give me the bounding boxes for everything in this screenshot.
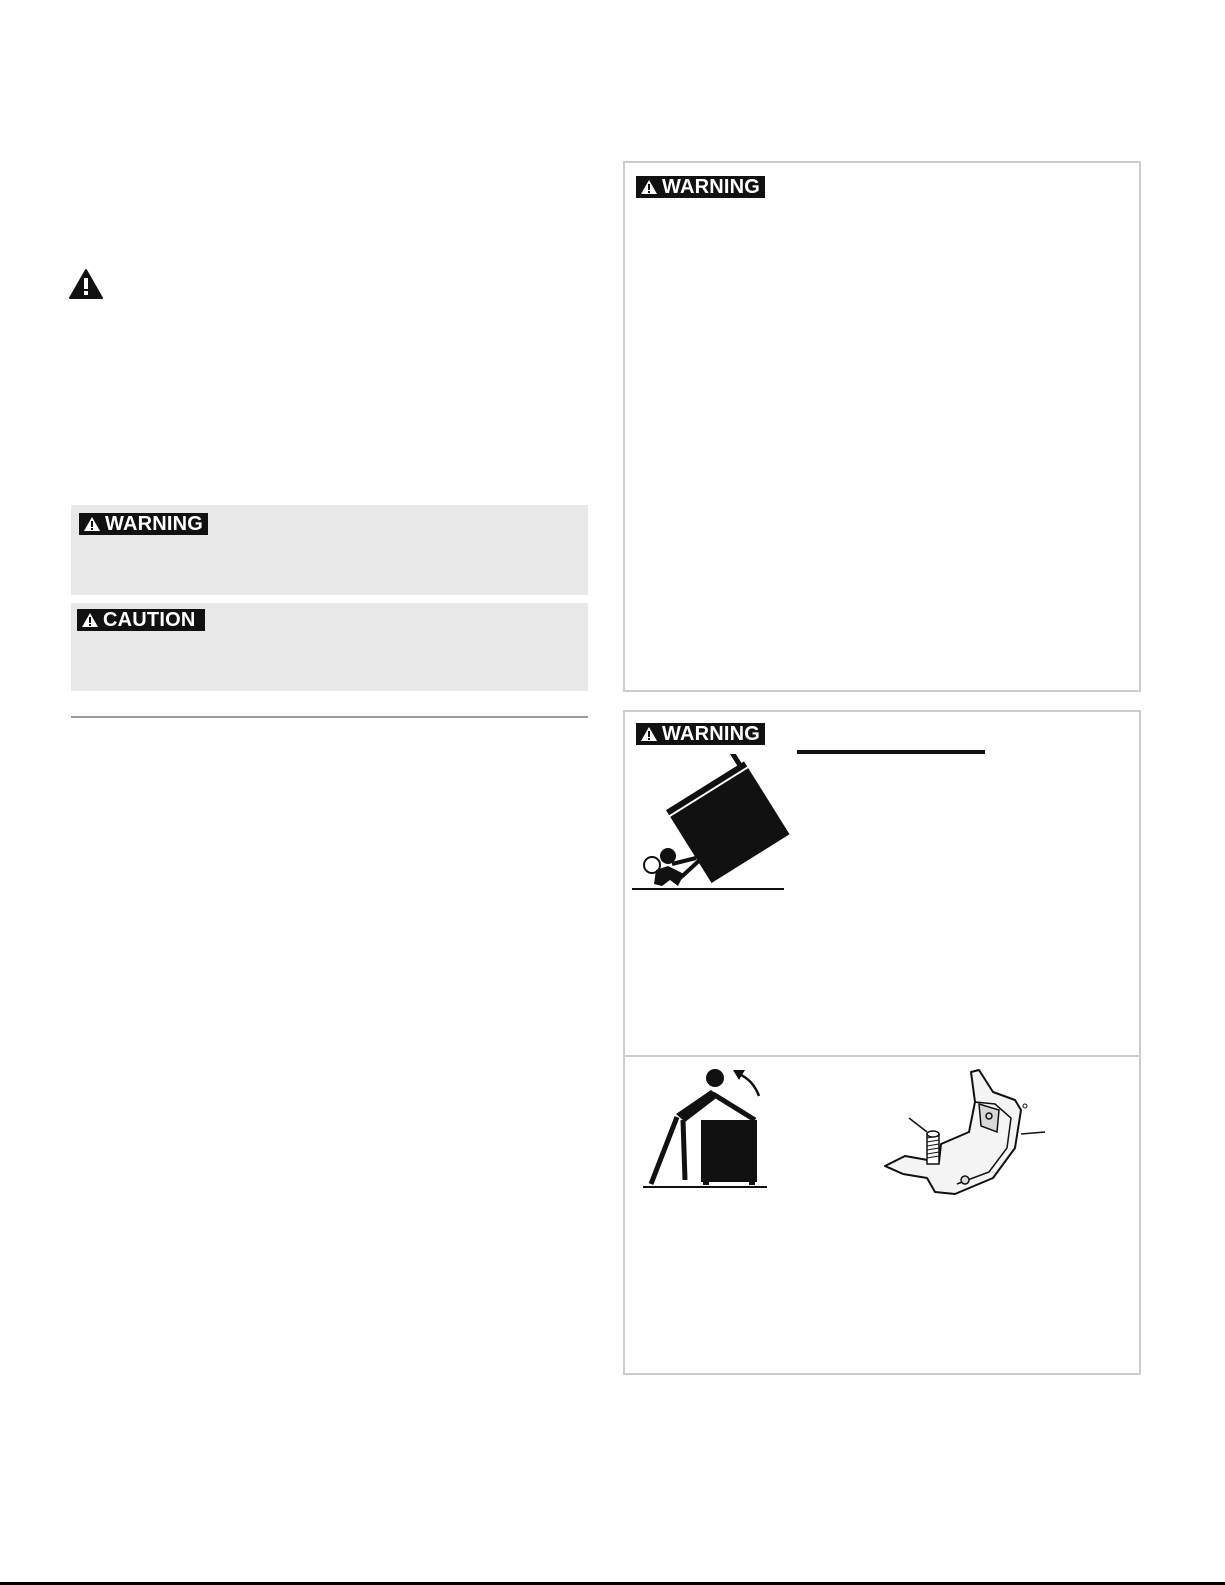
safety-alert-icon [68,268,104,300]
warning-badge-label: WARNING [105,513,204,535]
person-tilting-range-illustration [641,1062,771,1192]
caution-badge-label: CAUTION [103,609,196,631]
warning-badge [636,176,765,198]
warning-badge [79,513,208,535]
warning-badge [636,723,765,745]
warning-box-top [623,161,1141,692]
child-tipping-range-illustration [632,754,792,894]
caution-badge [77,609,205,631]
exclamation-triangle-icon [640,726,658,742]
warning-badge-label: WARNING [662,176,761,198]
warning-badge-label: WARNING [662,723,761,745]
warning-panel-left [71,505,588,595]
anti-tip-bracket-illustration [875,1062,1055,1212]
caution-panel-left [71,603,588,691]
warning-box-anti-tip [623,710,1141,1375]
heading-underline [797,750,985,754]
exclamation-triangle-icon [83,516,101,532]
section-divider [71,716,588,718]
exclamation-triangle-icon [81,612,99,628]
panel-divider [625,1055,1139,1057]
exclamation-triangle-icon [640,179,658,195]
